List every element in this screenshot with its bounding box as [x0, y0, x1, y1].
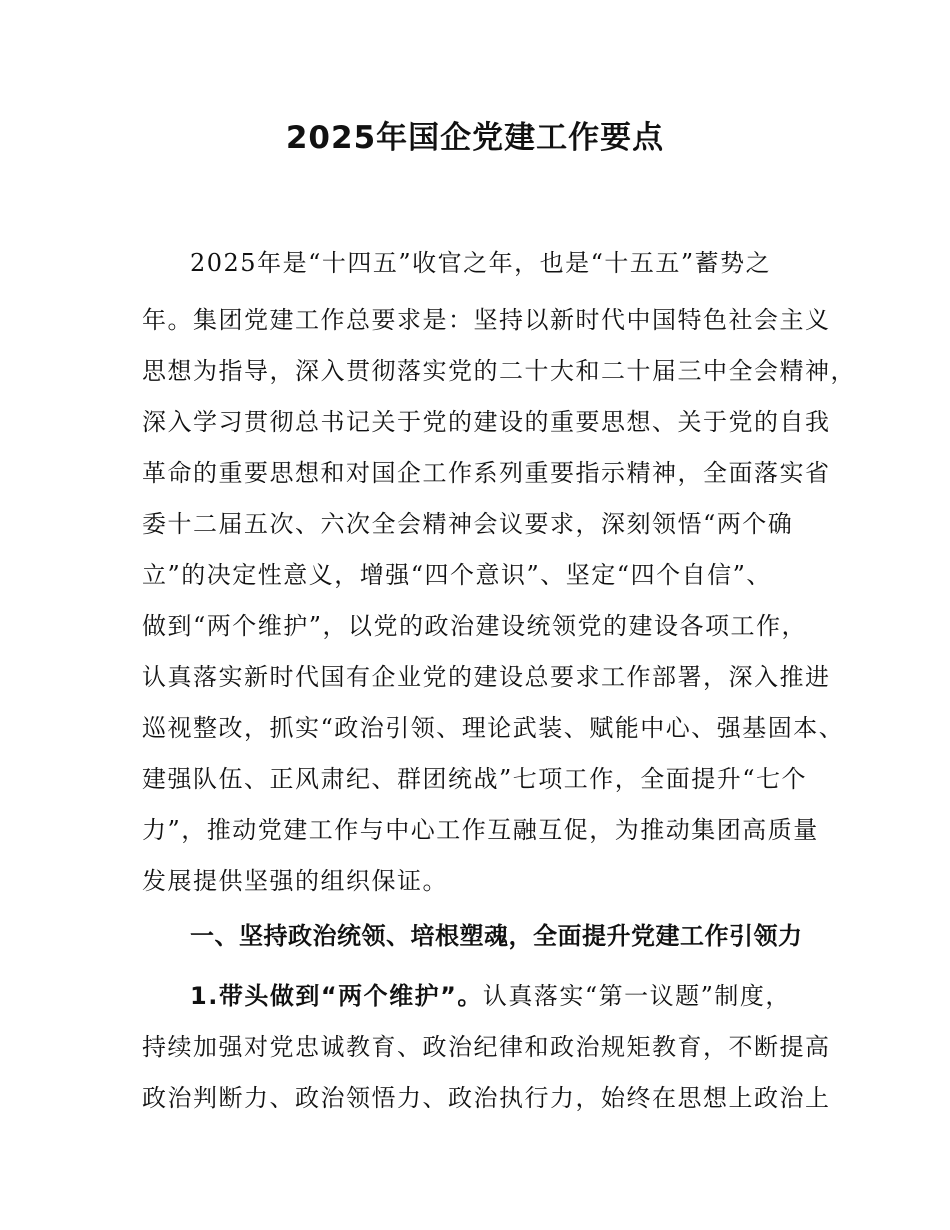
- document-title: 2025年国企党建工作要点: [285, 120, 665, 156]
- intro-line-5: 革命的重要思想和对国企工作系列重要指示精神，全面落实省: [142, 459, 831, 487]
- intro-line-10: 巡视整改，抓实“政治引领、理论武装、赋能中心、强基固本、: [142, 714, 845, 742]
- item-1-line-3: 政治判断力、政治领悟力、政治执行力，始终在思想上政治上: [142, 1084, 831, 1112]
- intro-line-13: 发展提供坚强的组织保证。: [142, 867, 448, 895]
- intro-line-12: 力”，推动党建工作与中心工作互融互促，为推动集团高质量: [142, 816, 819, 844]
- item-1-first-text: 认真落实“第一议题”制度，: [482, 982, 791, 1010]
- intro-line-6: 委十二届五次、六次全会精神会议要求，深刻领悟“两个确: [142, 510, 794, 538]
- intro-line-8: 做到“两个维护”，以党的政治建设统领党的建设各项工作，: [142, 612, 808, 640]
- intro-line-9: 认真落实新时代国有企业党的建设总要求工作部署，深入推进: [142, 663, 831, 691]
- intro-line-11: 建强队伍、正风肃纪、群团统战”七项工作，全面提升“七个: [142, 765, 808, 793]
- intro-line-3: 思想为指导，深入贯彻落实党的二十大和二十届三中全会精神，: [142, 357, 856, 385]
- item-1-line-2: 持续加强对党忠诚教育、政治纪律和政治规矩教育，不断提高: [142, 1033, 831, 1061]
- section-heading-1: 一、坚持政治统领、培根塑魂，全面提升党建工作引领力: [190, 922, 803, 950]
- intro-line-7: 立”的决定性意义，增强“四个意识”、坚定“四个自信”、: [142, 561, 772, 589]
- item-1-first-line: [190, 978, 791, 1014]
- intro-line-1: 2025年是“十四五”收官之年，也是“十五五”蓄势之: [190, 249, 772, 277]
- item-1-label: 1.带头做到“两个维护”。: [190, 982, 483, 1010]
- intro-line-4: 深入学习贯彻总书记关于党的建设的重要思想、关于党的自我: [142, 408, 831, 436]
- intro-line-2: 年。集团党建工作总要求是：坚持以新时代中国特色社会主义: [142, 306, 831, 334]
